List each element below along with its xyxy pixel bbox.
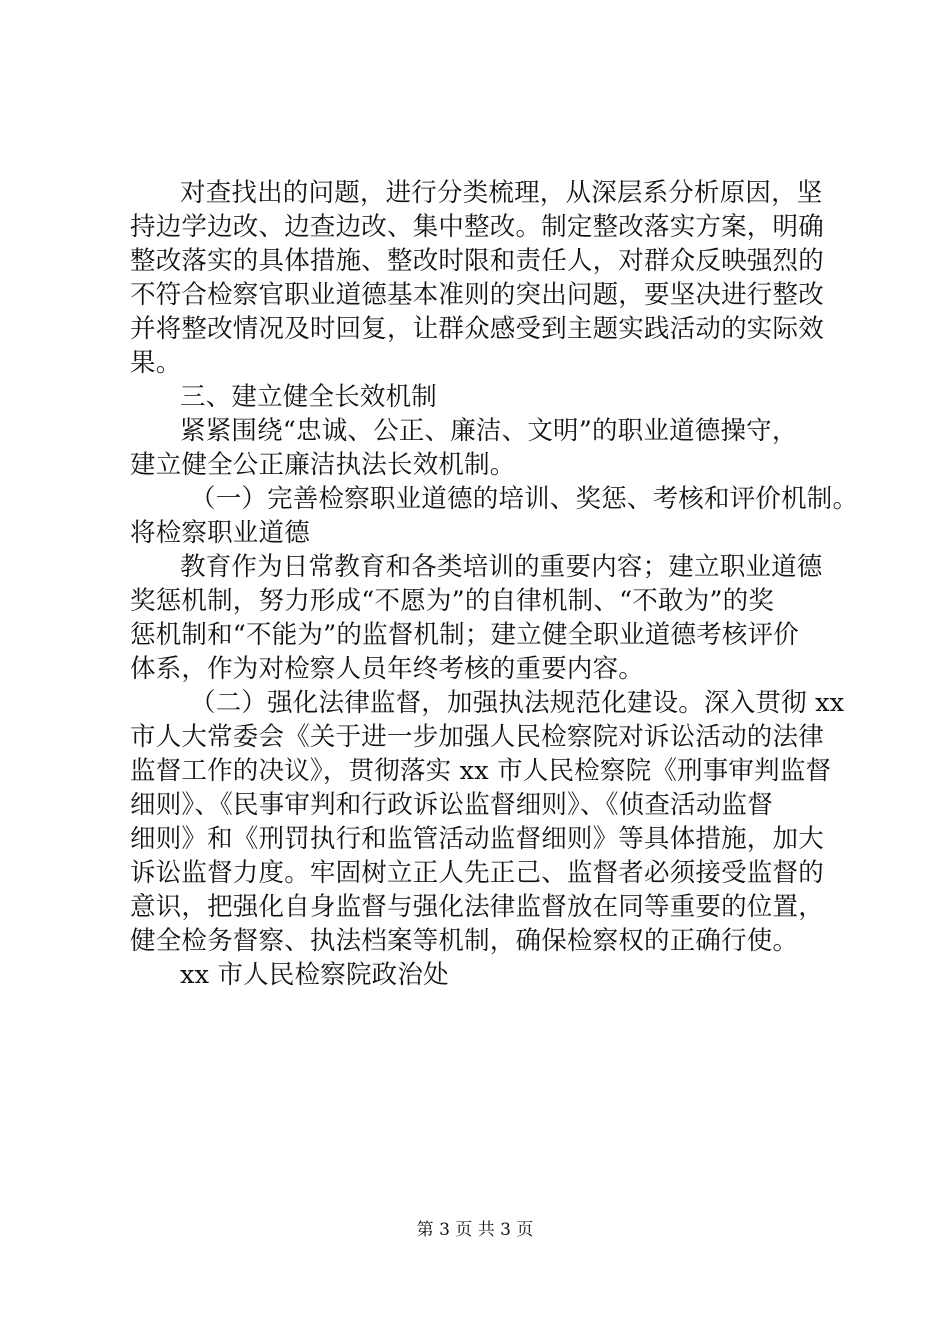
paragraph-line: 教育作为日常教育和各类培训的重要内容；建立职业道德 bbox=[180, 552, 823, 582]
paragraph-line: 不符合检察官职业道德基本准则的突出问题，要坚决进行整改 bbox=[130, 280, 824, 310]
subsection-heading: （二）强化法律监督，加强执法规范化建设。深入贯彻 xx bbox=[190, 688, 845, 718]
paragraph-line: 细则》和《刑罚执行和监管活动监督细则》等具体措施，加大 bbox=[130, 824, 824, 854]
paragraph-line: 细则》、《民事审判和行政诉讼监督细则》、《侦查活动监督 bbox=[130, 790, 773, 820]
paragraph-line: 建立健全公正廉洁执法长效机制。 bbox=[130, 450, 516, 480]
paragraph-line: 诉讼监督力度。牢固树立正人先正己、监督者必须接受监督的 bbox=[130, 858, 824, 888]
paragraph-line: 持边学边改、边查边改、集中整改。制定整改落实方案，明确 bbox=[130, 212, 824, 242]
paragraph-line: 奖惩机制，努力形成“不愿为”的自律机制、“不敢为”的奖 bbox=[130, 586, 775, 616]
paragraph-line: 并将整改情况及时回复，让群众感受到主题实践活动的实际效 bbox=[130, 314, 824, 344]
paragraph-line: 整改落实的具体措施、整改时限和责任人，对群众反映强烈的 bbox=[130, 246, 824, 276]
subsection-heading: （一）完善检察职业道德的培训、奖惩、考核和评价机制。 bbox=[190, 484, 859, 514]
paragraph-line: 将检察职业道德 bbox=[130, 518, 310, 548]
page-number-footer: 第 3 页 共 3 页 bbox=[416, 1220, 534, 1240]
paragraph-line: 意识，把强化自身监督与强化法律监督放在同等重要的位置， bbox=[130, 892, 824, 922]
paragraph-line: 监督工作的决议》，贯彻落实 xx 市人民检察院《刑事审判监督 bbox=[130, 756, 832, 786]
paragraph-line: 惩机制和“不能为”的监督机制；建立健全职业道德考核评价 bbox=[130, 620, 799, 650]
section-heading: 三、建立健全长效机制 bbox=[180, 382, 438, 412]
paragraph-line: 果。 bbox=[130, 348, 182, 378]
paragraph-line: 体系，作为对检察人员年终考核的重要内容。 bbox=[130, 654, 645, 684]
paragraph-line: 对查找出的问题，进行分类梳理，从深层系分析原因，坚 bbox=[180, 178, 823, 208]
paragraph-line: 市人大常委会《关于进一步加强人民检察院对诉讼活动的法律 bbox=[130, 722, 824, 752]
paragraph-line: 健全检务督察、执法档案等机制，确保检察权的正确行使。 bbox=[130, 926, 799, 956]
paragraph-line: 紧紧围绕“忠诚、公正、廉洁、文明”的职业道德操守， bbox=[180, 416, 798, 446]
signature-line: xx 市人民检察院政治处 bbox=[180, 960, 449, 990]
